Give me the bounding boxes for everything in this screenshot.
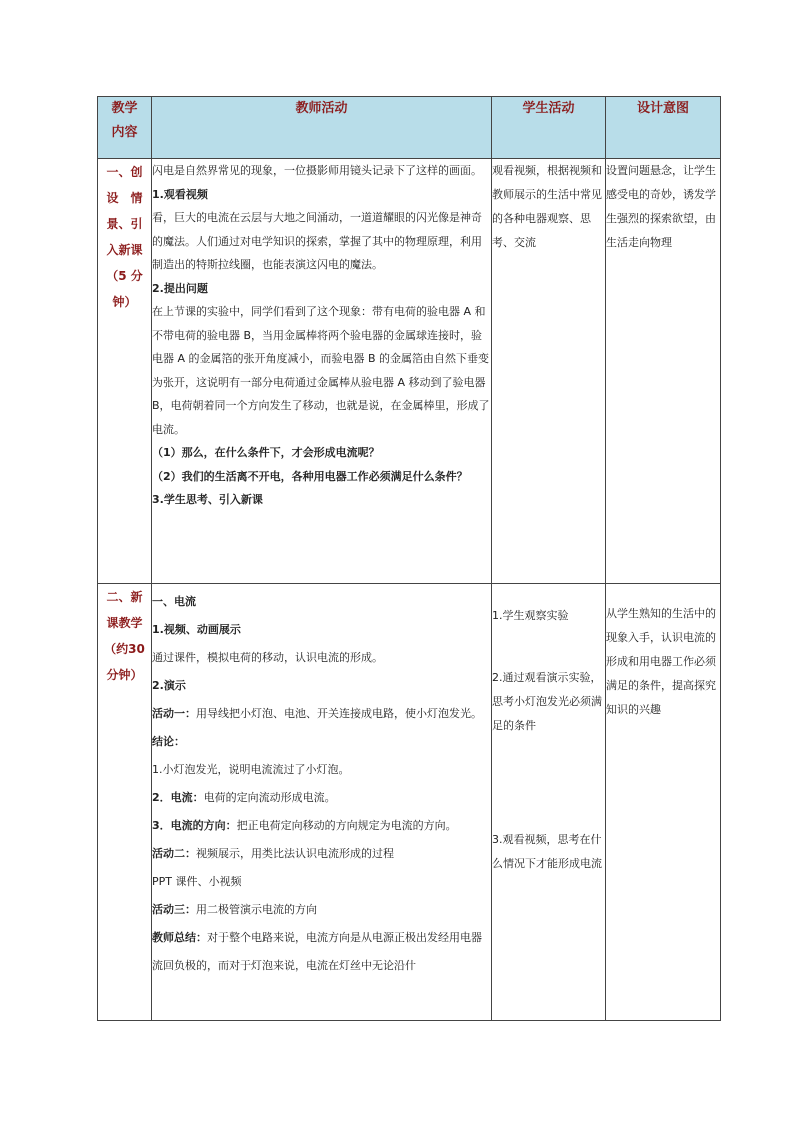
- teacher-text-run: 活动二：: [152, 847, 196, 860]
- teacher-text-run: 3．电流的方向：: [152, 819, 237, 832]
- teacher-paragraph: [152, 812, 491, 840]
- section-label-line: 二、新: [106, 590, 143, 604]
- teacher-paragraph: 在上节课的实验中，同学们看到了这个现象：带有电荷的验电器 A 和不带电荷的验电器 B，当用金属棒将两个验电器的金属球连接时，验电器 A 的金属箔的张开角度减小，而验电器 B 的金属箔由自然下垂变为张开，这说明有一部分电荷通过金属棒从验电器 A 移动到了验电器 B，电荷朝着同一个方向发生了移动，也就是说，在金属棒里，形成了电流。: [152, 305, 490, 436]
- teacher-paragraph: 1.观看视频: [152, 187, 208, 201]
- design-intent: 设置问题悬念，让学生感受电的奇妙，诱发学生强烈的探索欲望，由生活走向物理: [606, 159, 721, 584]
- teacher-paragraph: 1.视频、动画展示: [152, 623, 241, 636]
- teacher-paragraph: [152, 896, 491, 924]
- teacher-paragraph: PPT 课件、小视频: [152, 875, 242, 888]
- student-activity: 观看视频，根据视频和教师展示的生活中常见的各种电器观察、思考、交流: [492, 159, 606, 584]
- section-label-line: （5 分: [106, 269, 143, 283]
- section-label-line: （约30: [104, 642, 145, 656]
- header-student: 学生活动: [492, 97, 606, 159]
- teacher-paragraph: （1）那么，在什么条件下，才会形成电流呢？: [152, 446, 380, 459]
- teacher-paragraph: （2）我们的生活离不开电，各种用电器工作必须满足什么条件？: [152, 469, 468, 483]
- section-label-line: 入新课: [106, 243, 143, 257]
- header-intent: 设计意图: [606, 97, 721, 159]
- student-activity: 1.学生观察实验 2.通过观看演示实验，思考小灯泡发光必须满足的条件 3.观看视频，思考在什么情况下才能形成电流: [492, 584, 606, 1021]
- section-label-line: 一、创: [106, 165, 143, 179]
- teacher-text-run: 电荷的定向流动形成电流。: [203, 791, 336, 804]
- teacher-paragraph: [152, 700, 491, 728]
- teacher-paragraph: 看，巨大的电流在云层与大地之间涌动，一道道耀眼的闪光像是神奇的魔法。人们通过对电学知识的探索，掌握了其中的物理原理，利用制造出的特斯拉线圈，也能表演这闪电的魔法。: [152, 211, 482, 271]
- design-intent: 从学生熟知的生活中的现象入手，认识电流的形成和用电器工作必须满足的条件，提高探究知识的兴趣: [606, 584, 721, 1021]
- section-label-line: 课教学: [106, 616, 143, 630]
- teacher-paragraph: [152, 840, 491, 868]
- teacher-activity: [152, 584, 492, 1021]
- teacher-paragraph: 结论：: [152, 735, 185, 748]
- teacher-text-run: 对于整个电路来说，电流方向是从电源正极出发经用电器流回负极的，而对于灯泡来说，电流在灯丝中无论沿什: [152, 931, 482, 972]
- teacher-paragraph: 一、电流: [152, 595, 196, 608]
- teacher-paragraph: 通过课件，模拟电荷的移动，认识电流的形成。: [152, 651, 383, 664]
- teacher-text-run: 视频展示，用类比法认识电流形成的过程: [196, 847, 394, 860]
- teacher-text-run: 活动一：: [152, 707, 196, 720]
- teacher-text-run: 教师总结：: [152, 931, 207, 944]
- teacher-paragraph: [152, 924, 491, 980]
- section-label: [98, 584, 152, 1021]
- lesson-plan-table: [97, 96, 721, 1021]
- section-label-line: 设 情: [106, 191, 143, 205]
- teacher-text-run: 用导线把小灯泡、电池、开关连接成电路，使小灯泡发光。: [196, 707, 482, 720]
- section-label-line: 钟）: [112, 295, 137, 309]
- teacher-paragraph: 闪电是自然界常见的现象，一位摄影师用镜头记录下了这样的画面。: [152, 164, 482, 177]
- table-row: [98, 584, 721, 1021]
- section-label: [98, 159, 152, 584]
- header-content: 教学 内容: [98, 97, 152, 159]
- table-row: [98, 159, 721, 584]
- teacher-paragraph: [152, 784, 491, 812]
- teacher-activity: [152, 159, 492, 584]
- teacher-text-run: 活动三：: [152, 903, 196, 916]
- section-label-line: 分钟）: [106, 668, 143, 682]
- teacher-text-run: 把正电荷定向移动的方向规定为电流的方向。: [236, 819, 457, 832]
- teacher-paragraph: 2.提出问题: [152, 281, 208, 295]
- teacher-paragraph: 2.演示: [152, 679, 186, 692]
- teacher-text-run: 2．电流：: [152, 791, 204, 804]
- teacher-paragraph: 3.学生思考、引入新课: [152, 493, 263, 506]
- teacher-text-run: 用二极管演示电流的方向: [196, 903, 317, 916]
- header-row: [98, 97, 721, 159]
- header-teacher: 教师活动: [152, 97, 492, 159]
- teacher-paragraph: 1.小灯泡发光，说明电流流过了小灯泡。: [152, 763, 350, 776]
- section-label-line: 景、引: [106, 217, 143, 231]
